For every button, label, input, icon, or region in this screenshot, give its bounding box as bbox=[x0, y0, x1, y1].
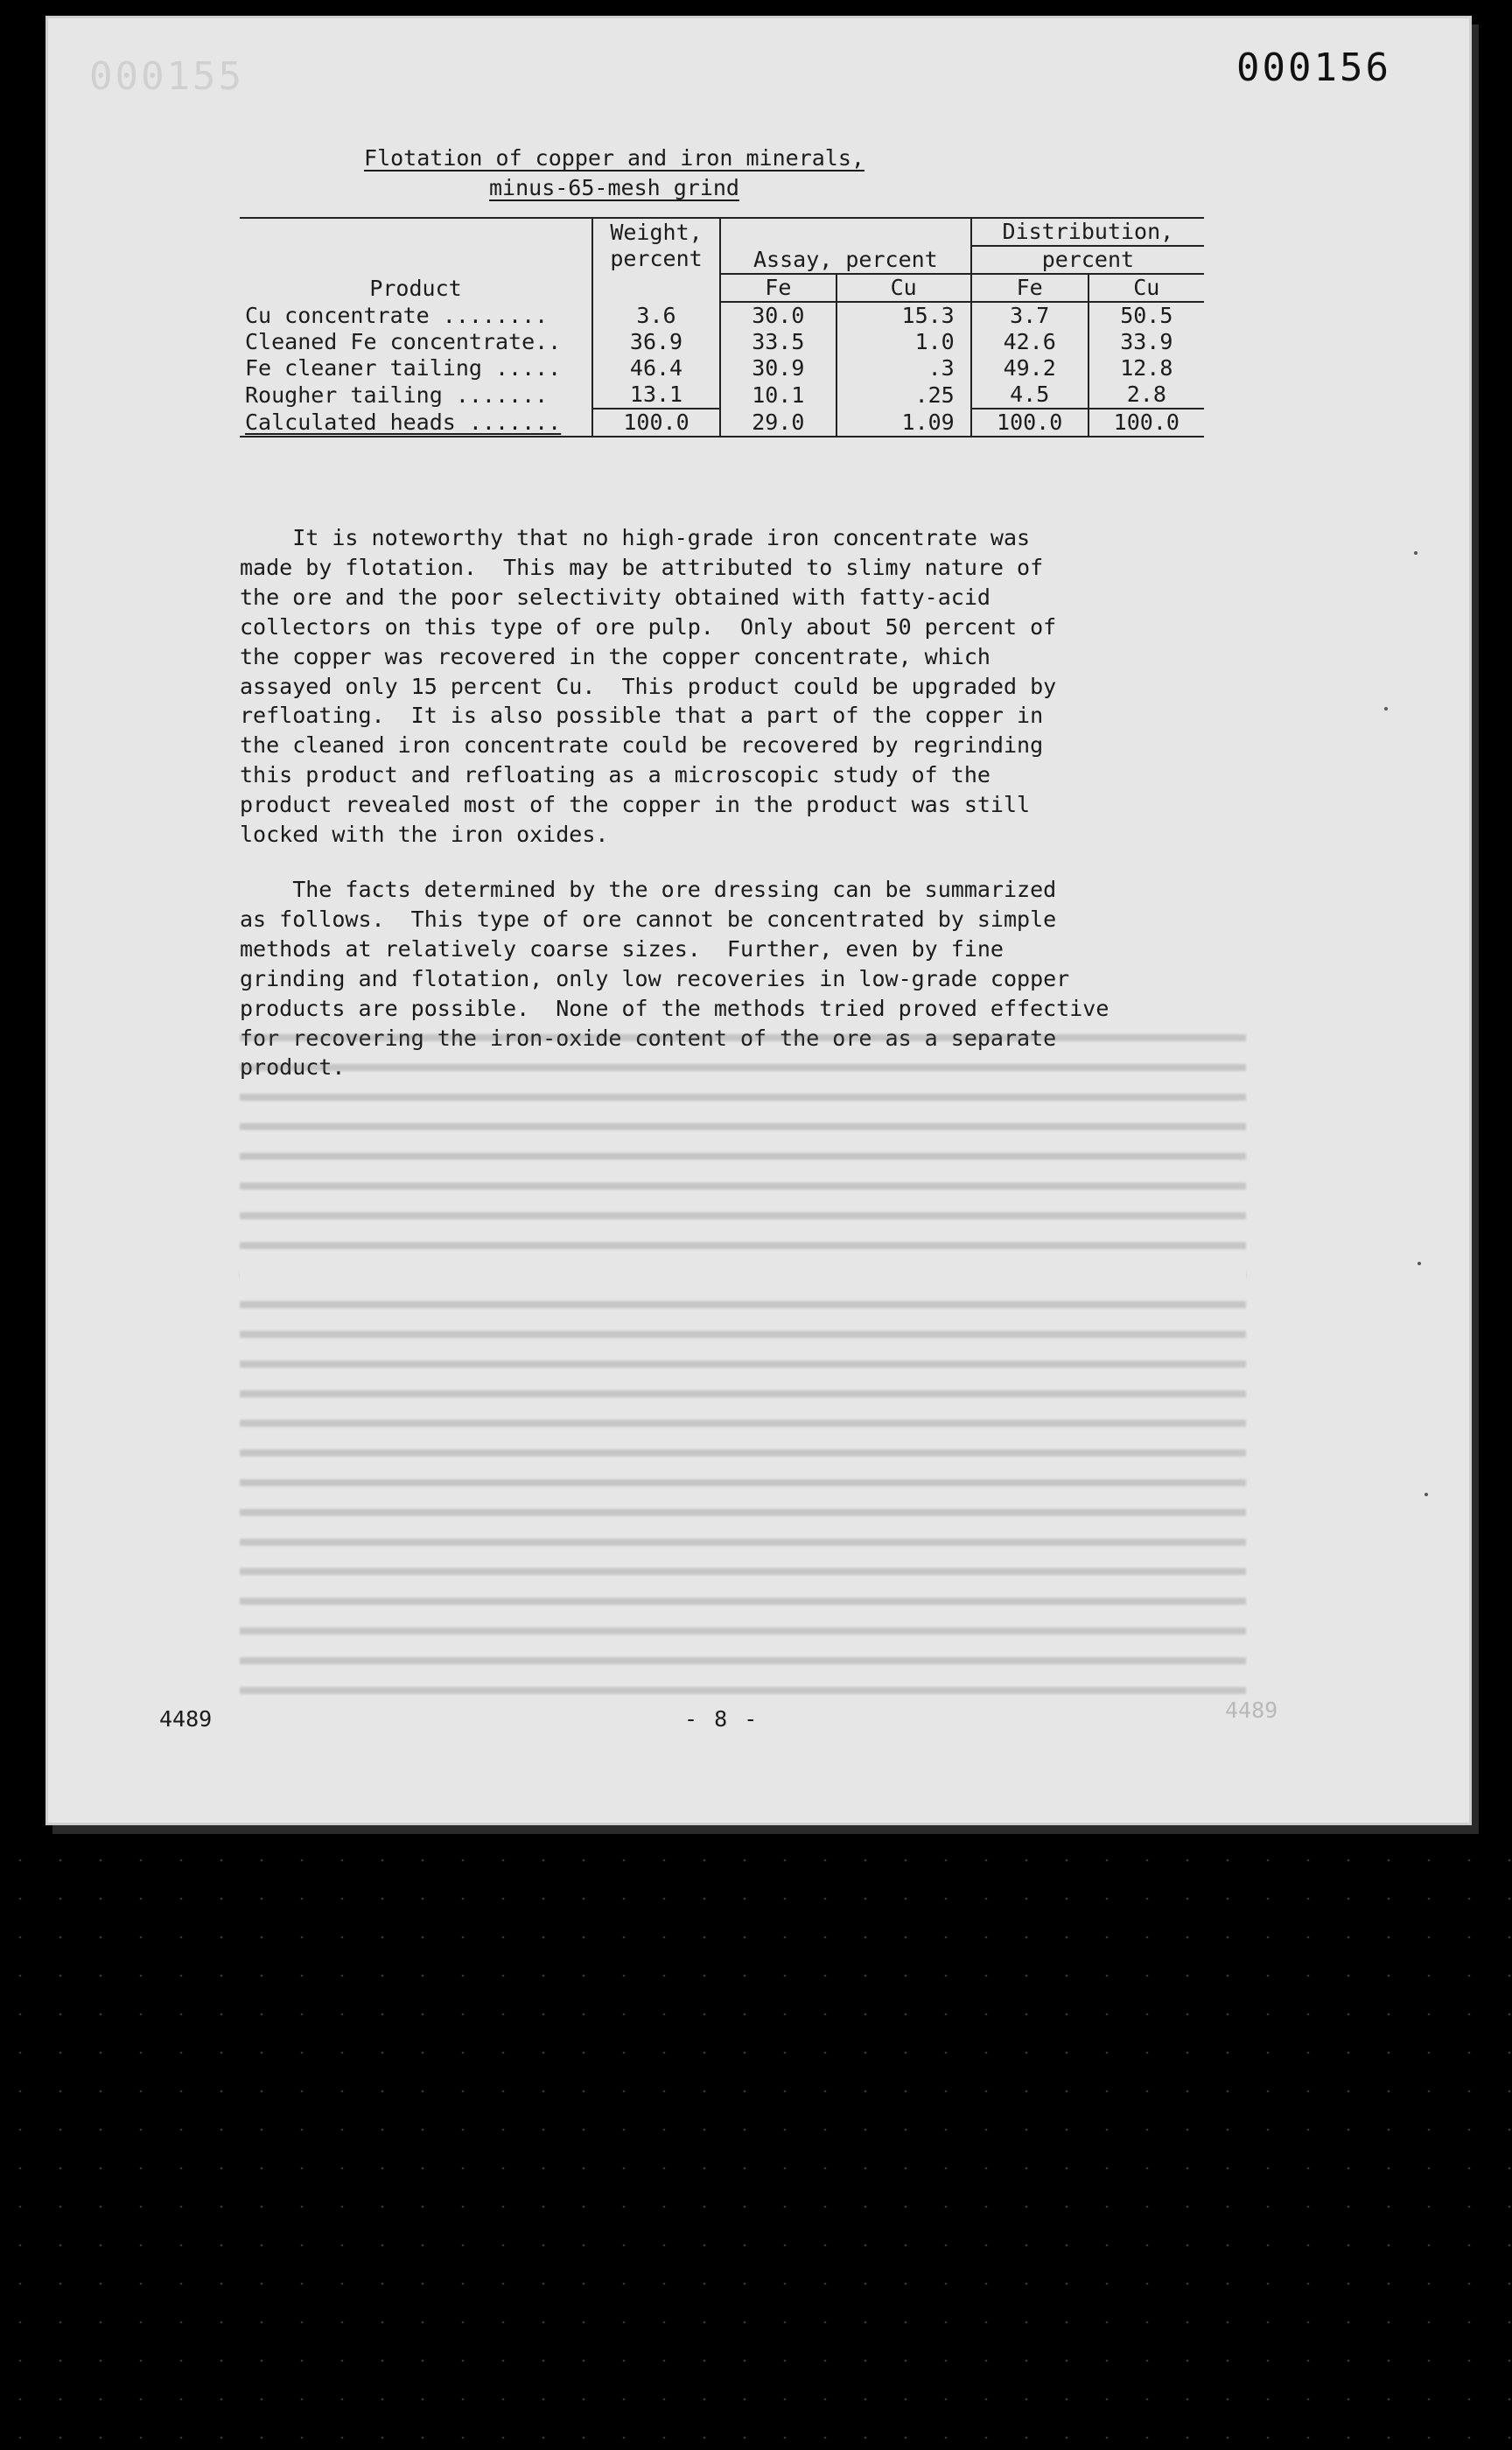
cell-assay-fe: 33.5 bbox=[720, 329, 836, 355]
cell-dist-cu: 50.5 bbox=[1120, 303, 1173, 328]
cell-assay-cu: .25 bbox=[836, 382, 971, 409]
cell-weight: 100.0 bbox=[592, 409, 720, 437]
cell-product: Cu concentrate ........ bbox=[240, 302, 592, 329]
cell-assay-fe: 29.0 bbox=[720, 409, 836, 437]
cell-product: Rougher tailing ....... bbox=[240, 382, 592, 409]
header-dist-cu: Cu bbox=[1088, 274, 1204, 302]
table-row bbox=[240, 329, 1204, 355]
header-product: Product bbox=[240, 218, 592, 302]
ghost-footer-number: 4489 bbox=[1225, 1698, 1278, 1723]
header-weight-line1: Weight, bbox=[592, 218, 720, 246]
cell-weight: 13.1 bbox=[592, 382, 720, 409]
header-blank bbox=[720, 218, 971, 246]
footer-document-number: 4489 bbox=[159, 1706, 213, 1732]
table-title: Flotation of copper and iron minerals, bbox=[364, 145, 864, 171]
cell-dist-cu: 33.9 bbox=[1120, 329, 1173, 354]
ghost-page-number: 000155 bbox=[89, 54, 244, 99]
cell-dist-fe: 42.6 bbox=[971, 329, 1088, 355]
header-dist-fe: Fe bbox=[971, 274, 1088, 302]
cell-assay-cu: 1.0 bbox=[836, 329, 971, 355]
cell-dist-cu: 2.8 bbox=[1126, 382, 1166, 407]
cell-dist-cu: 100.0 bbox=[1088, 409, 1204, 437]
cell-assay-fe: 10.1 bbox=[720, 382, 836, 409]
bleed-through-gap bbox=[240, 1251, 1246, 1293]
microfilm-background bbox=[0, 1841, 1512, 2450]
cell-dist-cu: 12.8 bbox=[1120, 355, 1173, 381]
body-paragraph-2: The facts determined by the ore dressing can be summarized as follows. This type of ore cannot be concentrated by simple methods at relatively coarse sizes. Further, even by fine grinding and flotation, only low recoveries in low-grade copper products are possible. None of the methods tried proved effective for recovering the iron-oxide content of the ore as a separate product. bbox=[240, 877, 1110, 1081]
table-row-total bbox=[240, 409, 1204, 437]
header-weight-line2: percent bbox=[592, 246, 720, 302]
table-row bbox=[240, 355, 1204, 382]
cell-assay-cu: 1.09 bbox=[836, 409, 971, 437]
table-row bbox=[240, 382, 1204, 409]
footer-page-number: - 8 - bbox=[684, 1706, 760, 1732]
cell-dist-fe: 49.2 bbox=[971, 355, 1088, 382]
cell-assay-fe: 30.0 bbox=[720, 302, 836, 329]
cell-assay-fe: 30.9 bbox=[720, 355, 836, 382]
bleed-through-text bbox=[240, 1022, 1246, 1704]
cell-dist-fe: 100.0 bbox=[971, 409, 1088, 437]
cell-dist-fe: 3.7 bbox=[971, 302, 1088, 329]
header-assay-fe: Fe bbox=[720, 274, 836, 302]
table-subtitle: minus-65-mesh grind bbox=[489, 175, 739, 200]
speck-mark bbox=[1384, 707, 1388, 710]
cell-dist-fe: 4.5 bbox=[971, 382, 1088, 409]
cell-product: Calculated heads ....... bbox=[240, 409, 592, 437]
cell-assay-cu: .3 bbox=[836, 355, 971, 382]
cell-weight: 46.4 bbox=[592, 355, 720, 382]
page-number: 000156 bbox=[1236, 46, 1391, 90]
speck-mark bbox=[1414, 551, 1418, 555]
header-distribution-line2: percent bbox=[971, 246, 1204, 274]
cell-product: Cleaned Fe concentrate.. bbox=[240, 329, 592, 355]
cell-product: Fe cleaner tailing ..... bbox=[240, 355, 592, 382]
header-assay-cu: Cu bbox=[836, 274, 971, 302]
flotation-table bbox=[240, 217, 1204, 438]
speck-mark bbox=[1418, 1262, 1421, 1265]
cell-weight: 36.9 bbox=[592, 329, 720, 355]
document-page bbox=[46, 16, 1472, 1825]
header-distribution-line1: Distribution, bbox=[971, 218, 1204, 246]
cell-weight: 3.6 bbox=[592, 302, 720, 329]
cell-assay-cu: 15.3 bbox=[836, 302, 971, 329]
speck-mark bbox=[1424, 1493, 1428, 1496]
table-row bbox=[240, 302, 1204, 329]
header-assay: Assay, percent bbox=[720, 246, 971, 274]
body-paragraph-1: It is noteworthy that no high-grade iron concentrate was made by flotation. This may be attributed to slimy nature of the ore and the poor selectivity obtained with fatty-acid collectors on this type of ore pulp. Only about 50 percent of the copper was recovered in the copper concentrate, which assayed only 15 percent Cu. This product could be upgraded by refloating. It is also possible that a part of the copper in the cleaned iron concentrate could be recovered by regrinding this product and refloating as a microscopic study of the product revealed most of the copper in the product was still locked with the iron oxides. bbox=[240, 525, 1057, 848]
